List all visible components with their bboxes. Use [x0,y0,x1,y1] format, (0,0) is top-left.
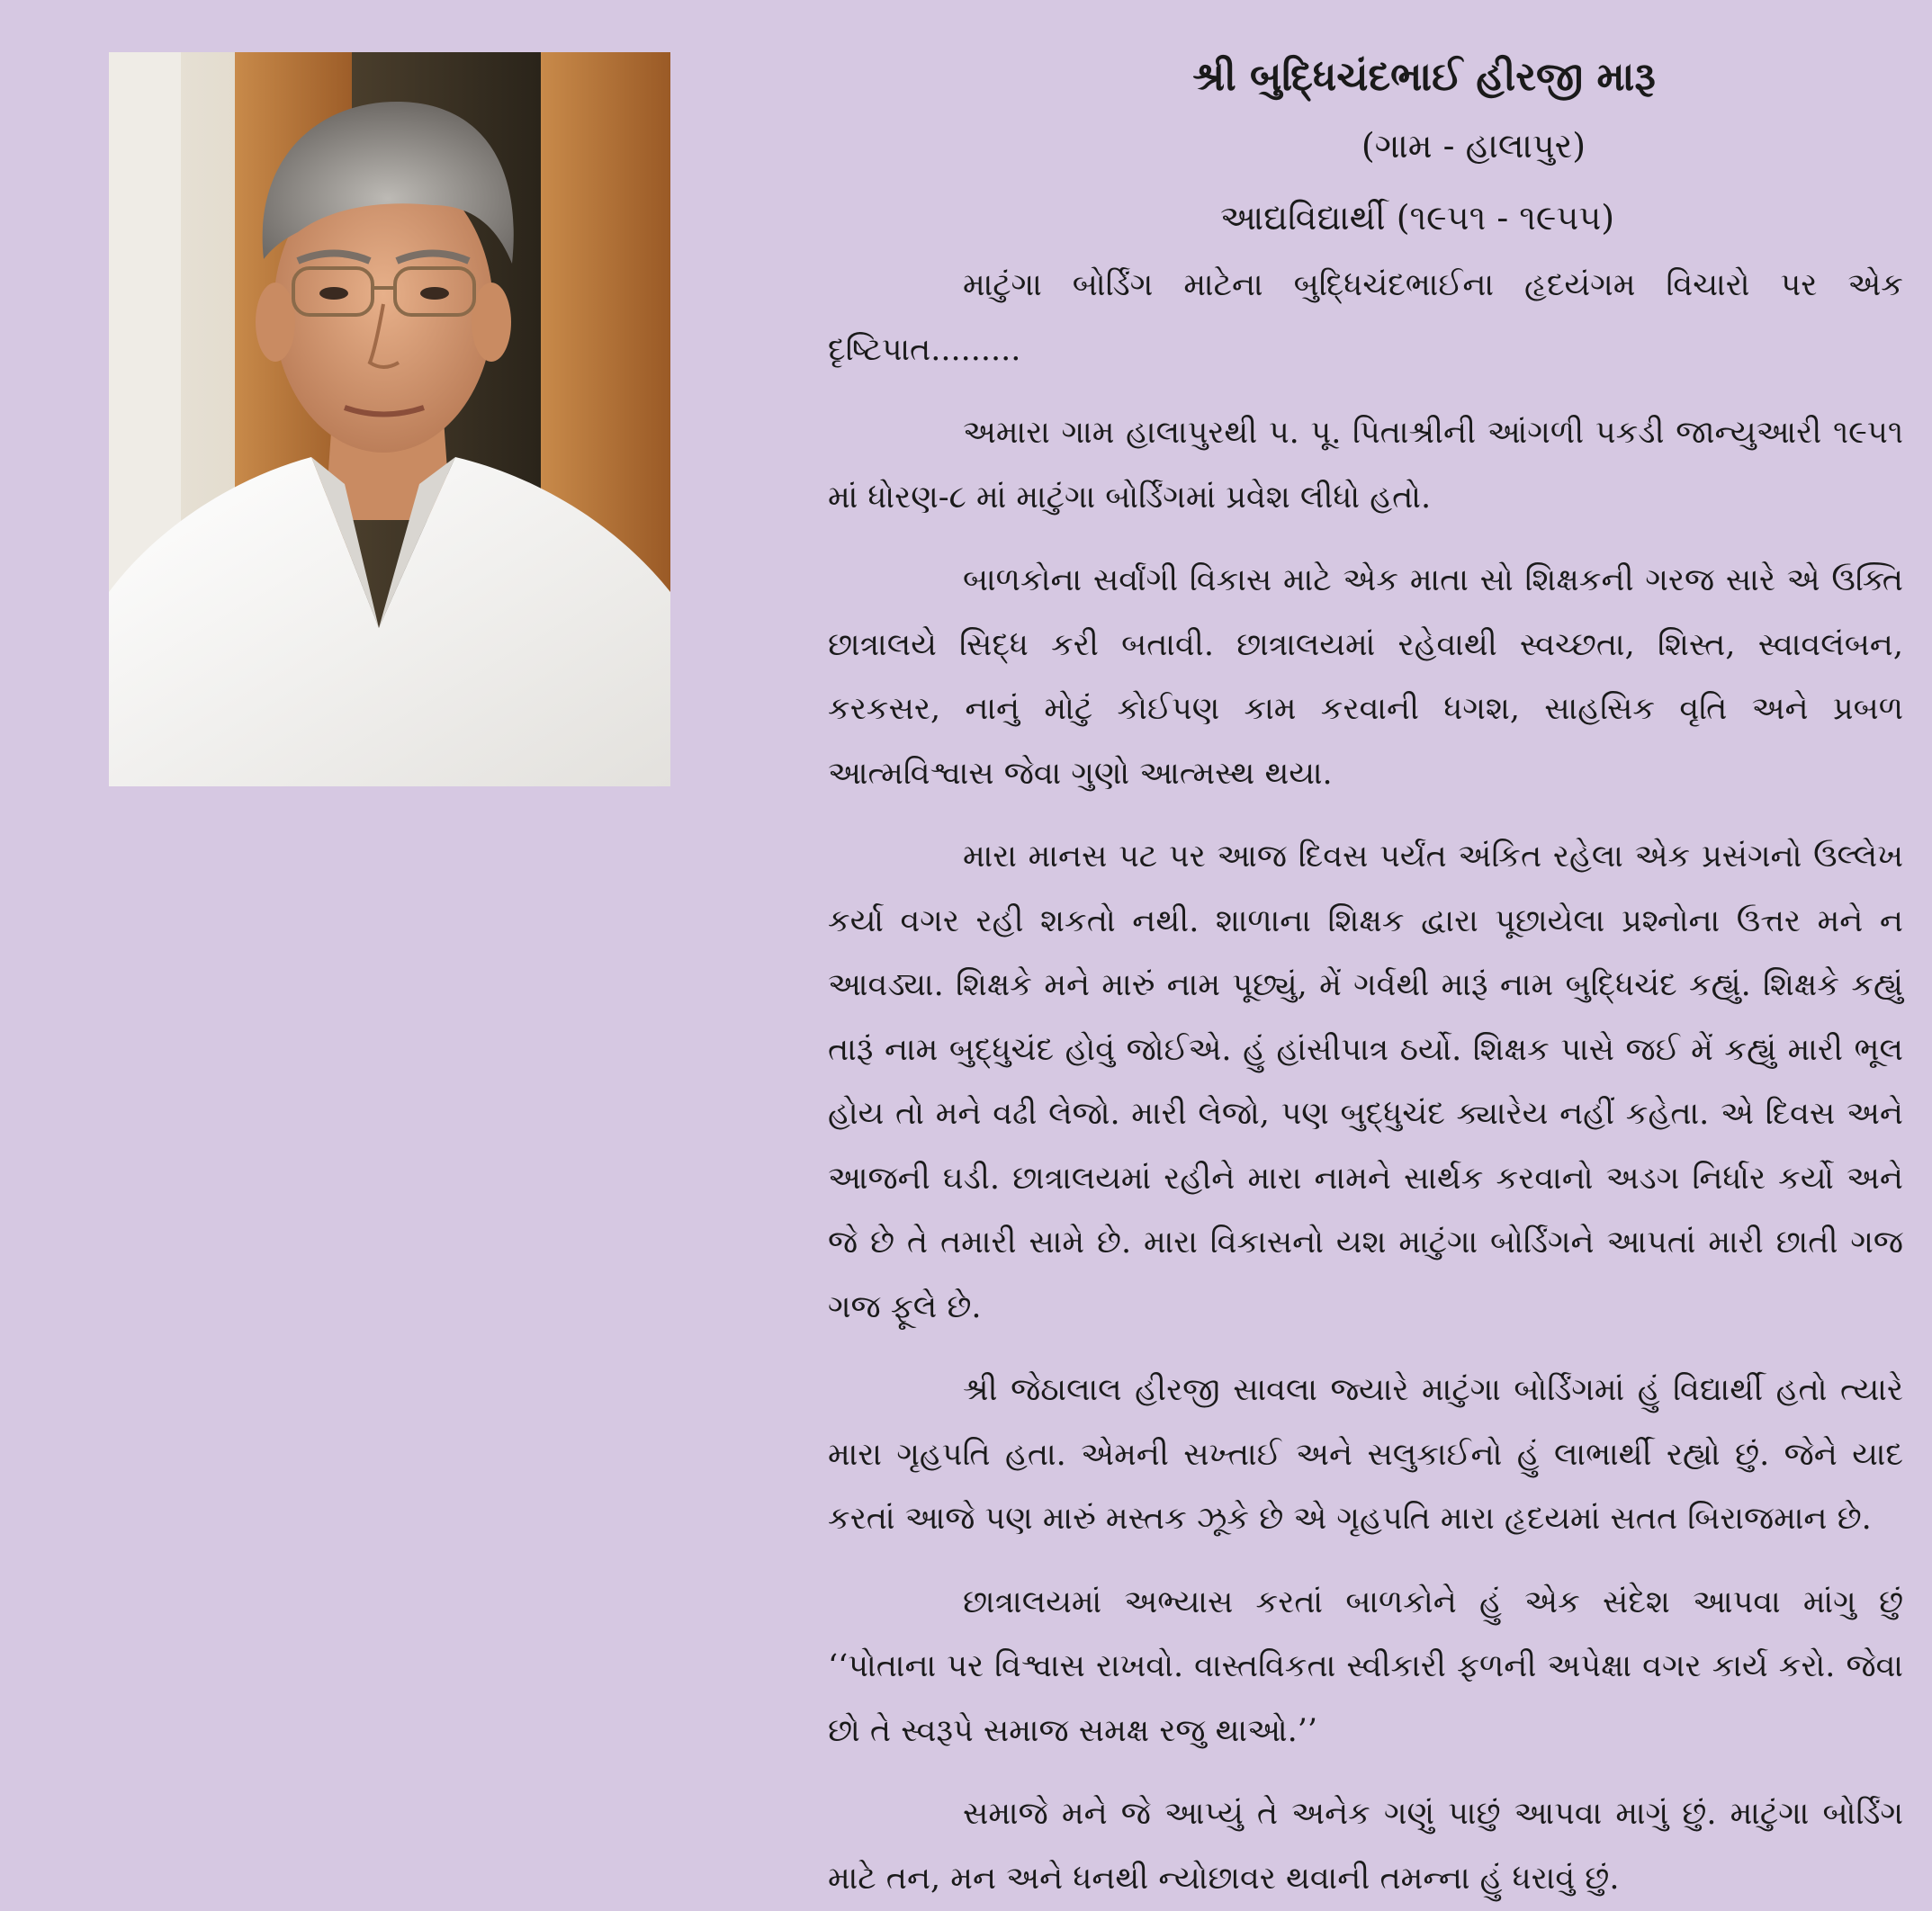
paragraph-development: બાળકોના સર્વાંગી વિકાસ માટે એક માતા સો શિક્ષકની ગરજ સારે એ ઉક્તિ છાત્રાલયે સિદ્ધ કરી બતાવી. છાત્રાલયમાં રહેવાથી સ્વચ્છતા, શિસ્ત, સ્વાવલંબન, કરકસર, નાનું મોટું કોઈપણ કામ કરવાની ધગશ, સાહસિક વૃતિ અને પ્રબળ આત્મવિશ્વાસ જેવા ગુણો આત્મસ્થ થયા. [828,562,1903,792]
portrait-photo [109,52,670,786]
paragraph-intro: માટુંગા બોર્ડિંગ માટેના બુદ્ધિચંદભાઈના હૃદયંગમ વિચારો પર એક દૃષ્ટિપાત......... [828,267,1903,368]
portrait-illustration [109,52,670,786]
paragraph-giveback: સમાજે મને જે આપ્યું તે અનેક ગણું પાછું આપવા માગું છું. માટુંગા બોર્ડિંગ માટે તન, મન અને ધનથી ન્યોછાવર થવાની તમન્ના હું ધરાવું છું. [828,1796,1903,1897]
village-subtitle: (ગામ - હાલાપુર) [1361,126,1586,166]
paragraph-admission: અમારા ગામ હાલાપુરથી પ. પૂ. પિતાશ્રીની આંગળી પકડી જાન્યુઆરી ૧૯૫૧ માં ધોરણ-૮ માં માટુંગા બોર્ડિંગમાં પ્રવેશ લીધો હતો. [828,415,1903,516]
article-title: શ્રી બુદ્ધિચંદભાઈ હીરજી મારૂ [1192,54,1656,100]
article [828,45,1903,1897]
paragraph-anecdote: મારા માનસ પટ પર આજ દિવસ પર્યંત અંકિત રહેલા એક પ્રસંગનો ઉલ્લેખ કર્યા વગર રહી શકતો નથી. શાળાના શિક્ષક દ્વારા પૂછાયેલા પ્રશ્નોના ઉત્તર મને ન આવડ્યા. શિક્ષકે મને મારું નામ પૂછ્યું, મેં ગર્વથી મારૂં નામ બુદ્ધિચંદ કહ્યું. શિક્ષકે કહ્યું તારૂં નામ બુદ્ધુચંદ હોવું જોઈએ. હું હાંસીપાત્ર ઠર્યો. શિક્ષક પાસે જઈ મેં કહ્યું મારી ભૂલ હોય તો મને વઢી લેજો. મારી લેજો, પણ બુદ્ધુચંદ ક્યારેય નહીં કહેતા. એ દિવસ અને આજની ઘડી. છાત્રાલયમાં રહીને મારા નામને સાર્થક કરવાનો અડગ નિર્ધાર કર્યો અને જે છે તે તમારી સામે છે. મારા વિકાસનો યશ માટુંગા બોર્ડિંગને આપતાં મારી છાતી ગજ ગજ ફૂલે છે. [828,839,1903,1325]
student-period: આદ્યવિદ્યાર્થી (૧૯૫૧ - ૧૯૫૫) [1219,198,1615,238]
paragraph-message: છાત્રાલયમાં અભ્યાસ કરતાં બાળકોને હું એક સંદેશ આપવા માંગુ છું ‘‘પોતાના પર વિશ્વાસ રાખવો. વાસ્તવિકતા સ્વીકારી ફળની અપેક્ષા વગર કાર્ય કરો. જેવા છો તે સ્વરૂપે સમાજ સમક્ષ રજુ થાઓ.’’ [828,1584,1903,1749]
paragraph-warden: શ્રી જેઠાલાલ હીરજી સાવલા જ્યારે માટુંગા બોર્ડિંગમાં હું વિદ્યાર્થી હતો ત્યારે મારા ગૃહપતિ હતા. એમની સખ્તાઈ અને સલુકાઈનો હું લાભાર્થી રહ્યો છું. જેને યાદ કરતાં આજે પણ મારું મસ્તક ઝૂકે છે એ ગૃહપતિ મારા હૃદયમાં સતત બિરાજમાન છે. [828,1372,1903,1537]
